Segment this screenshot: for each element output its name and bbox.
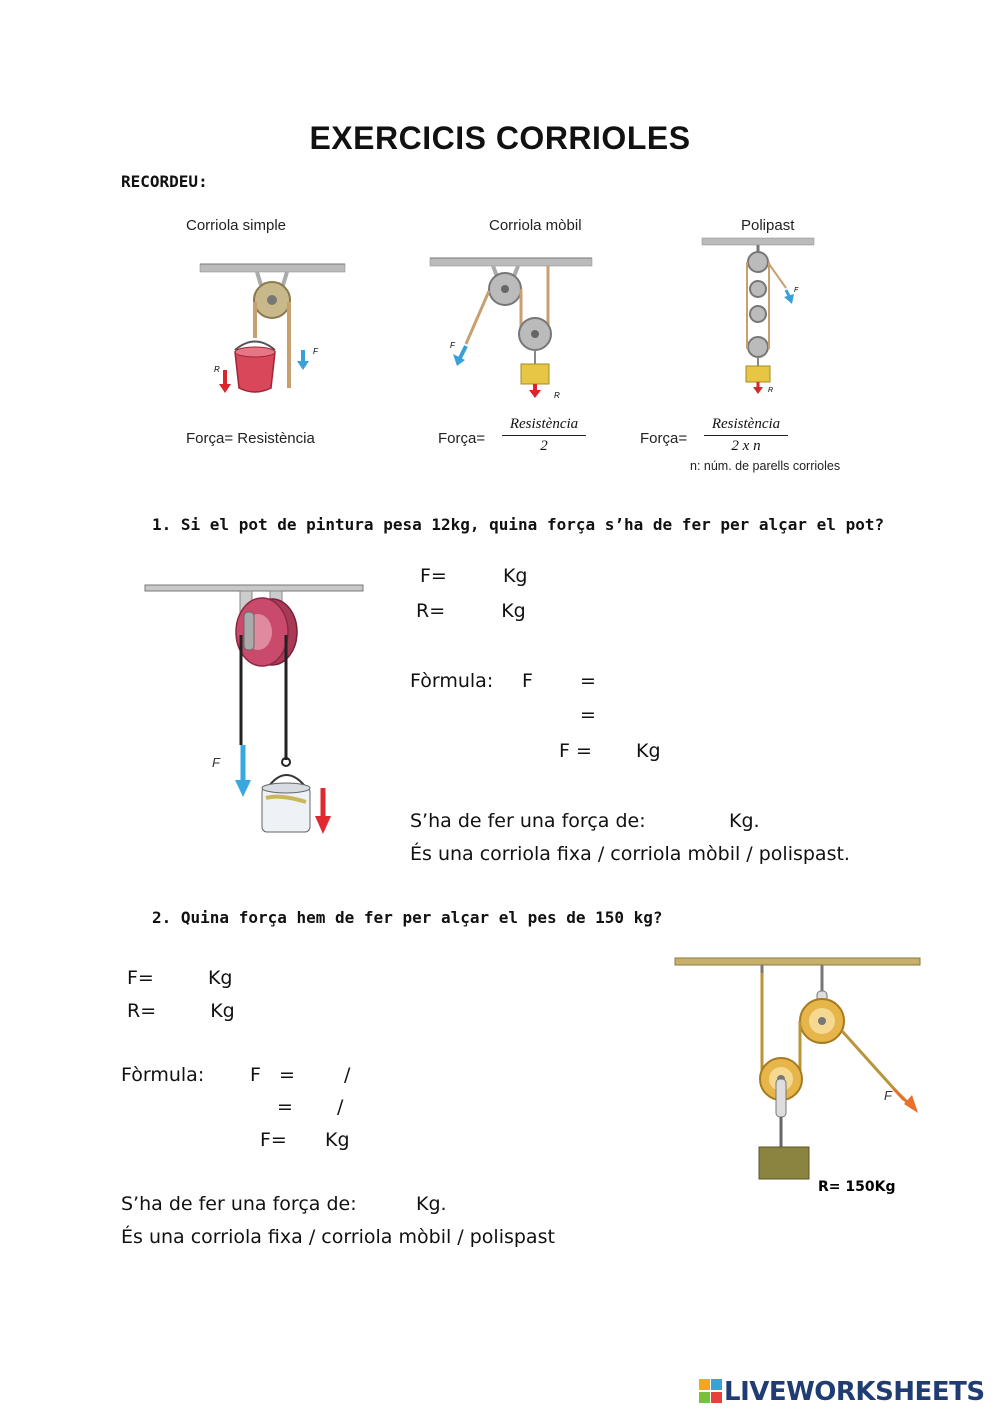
q2-formula-label: Fòrmula:	[121, 1064, 205, 1086]
caption-polipast: Polipast	[741, 217, 795, 234]
q1-f-line	[420, 565, 527, 587]
fraction-numerator: Resistència	[502, 416, 586, 436]
question-2: 2. Quina força hem de fer per alçar el pes de 150 kg?	[152, 908, 663, 927]
q2-answer-unit: Kg.	[416, 1193, 447, 1215]
polipast-illustration	[700, 234, 820, 396]
f-label: F	[313, 347, 318, 356]
caption-corriola-simple: Corriola simple	[186, 217, 287, 234]
q1-eq1: =	[580, 670, 596, 692]
brand-mark-text: LW	[710, 1404, 712, 1405]
q2-formula-f: F	[250, 1064, 261, 1086]
liveworksheets-mark-icon	[698, 1378, 724, 1406]
q2-slash1: /	[344, 1064, 351, 1086]
q1-r-label: R=	[416, 600, 446, 622]
f-arrow-orange-icon	[894, 1089, 918, 1113]
q2-r-unit: Kg	[210, 1000, 235, 1022]
recordeu-label: RECORDEU:	[121, 172, 208, 191]
formula-simple: Força= Resistència	[186, 430, 315, 447]
r-arrow-red-icon	[219, 370, 231, 393]
q2-result-unit: Kg	[325, 1129, 350, 1151]
q2-result-label: F=	[260, 1129, 287, 1151]
polipast-note: n: núm. de parells corrioles	[690, 459, 841, 473]
q1-answer-unit: Kg.	[729, 810, 760, 832]
r-arrow-red-icon	[529, 384, 541, 398]
f-label: F	[794, 287, 799, 294]
q2-slash2: /	[337, 1096, 344, 1118]
r-label: R	[554, 391, 560, 400]
f-arrow-blue-icon	[784, 290, 794, 304]
f-arrow-blue-icon	[297, 350, 309, 370]
q2-f-line	[127, 967, 232, 989]
q2-f-unit: Kg	[207, 967, 233, 989]
q2-f-label: F=	[127, 967, 154, 989]
fraction-denominator: 2	[540, 438, 548, 454]
f-arrow-blue-icon	[235, 745, 251, 797]
f-label: F	[212, 755, 220, 770]
q1-eq2: =	[580, 704, 596, 726]
q1-answer-label: S’ha de fer una força de:	[410, 810, 646, 832]
f-label: F	[884, 1088, 892, 1103]
q1-pulley-illustration	[140, 580, 370, 840]
f-arrow-blue-icon	[453, 346, 466, 366]
formula-mobil-fraction	[502, 416, 586, 455]
q2-answer-label: S’ha de fer una força de:	[121, 1193, 357, 1215]
r-arrow-red-icon	[753, 382, 763, 394]
q2-type-line[interactable]: És una corriola fixa / corriola mòbil / polispast	[121, 1226, 555, 1248]
liveworksheets-logo[interactable]	[698, 1376, 998, 1408]
q2-r-line	[127, 1000, 235, 1022]
r-label: R	[214, 365, 220, 374]
q1-f-unit: Kg	[502, 565, 528, 587]
q1-r-unit: Kg	[501, 600, 526, 622]
question-1: 1. Si el pot de pintura pesa 12kg, quina força s’ha de fer per alçar el pot?	[152, 515, 885, 534]
simple-pulley-illustration	[195, 258, 355, 398]
q1-formula-f: F	[522, 670, 533, 692]
formula-polipast-fraction	[704, 416, 788, 455]
q2-eq1: =	[279, 1064, 295, 1086]
caption-corriola-mobil: Corriola mòbil	[489, 217, 582, 234]
mobile-pulley-illustration	[428, 254, 598, 404]
q2-pulley-illustration	[672, 955, 927, 1200]
formula-polipast-label: Força=	[640, 430, 688, 447]
fraction-numerator: Resistència	[704, 416, 788, 436]
q1-result-unit: Kg	[636, 740, 661, 762]
q1-type-line[interactable]: És una corriola fixa / corriola mòbil / polispast.	[410, 843, 850, 865]
formula-mobil-label: Força=	[438, 430, 486, 447]
q1-f-label: F=	[420, 565, 447, 587]
r-arrow-red-icon	[315, 788, 331, 834]
r-150kg-label: R= 150Kg	[818, 1179, 896, 1195]
r-label: R	[768, 387, 774, 394]
q2-r-label: R=	[127, 1000, 157, 1022]
fraction-denominator: 2 x n	[731, 438, 761, 454]
brand-name: LIVEWORKSHEETS	[724, 1377, 985, 1407]
f-label: F	[450, 341, 455, 350]
q2-eq2: =	[277, 1096, 293, 1118]
q1-formula-label: Fòrmula:	[410, 670, 494, 692]
q1-r-line	[416, 600, 526, 622]
q1-result-label: F =	[559, 740, 592, 762]
page-title: EXERCICIS CORRIOLES	[309, 120, 691, 156]
